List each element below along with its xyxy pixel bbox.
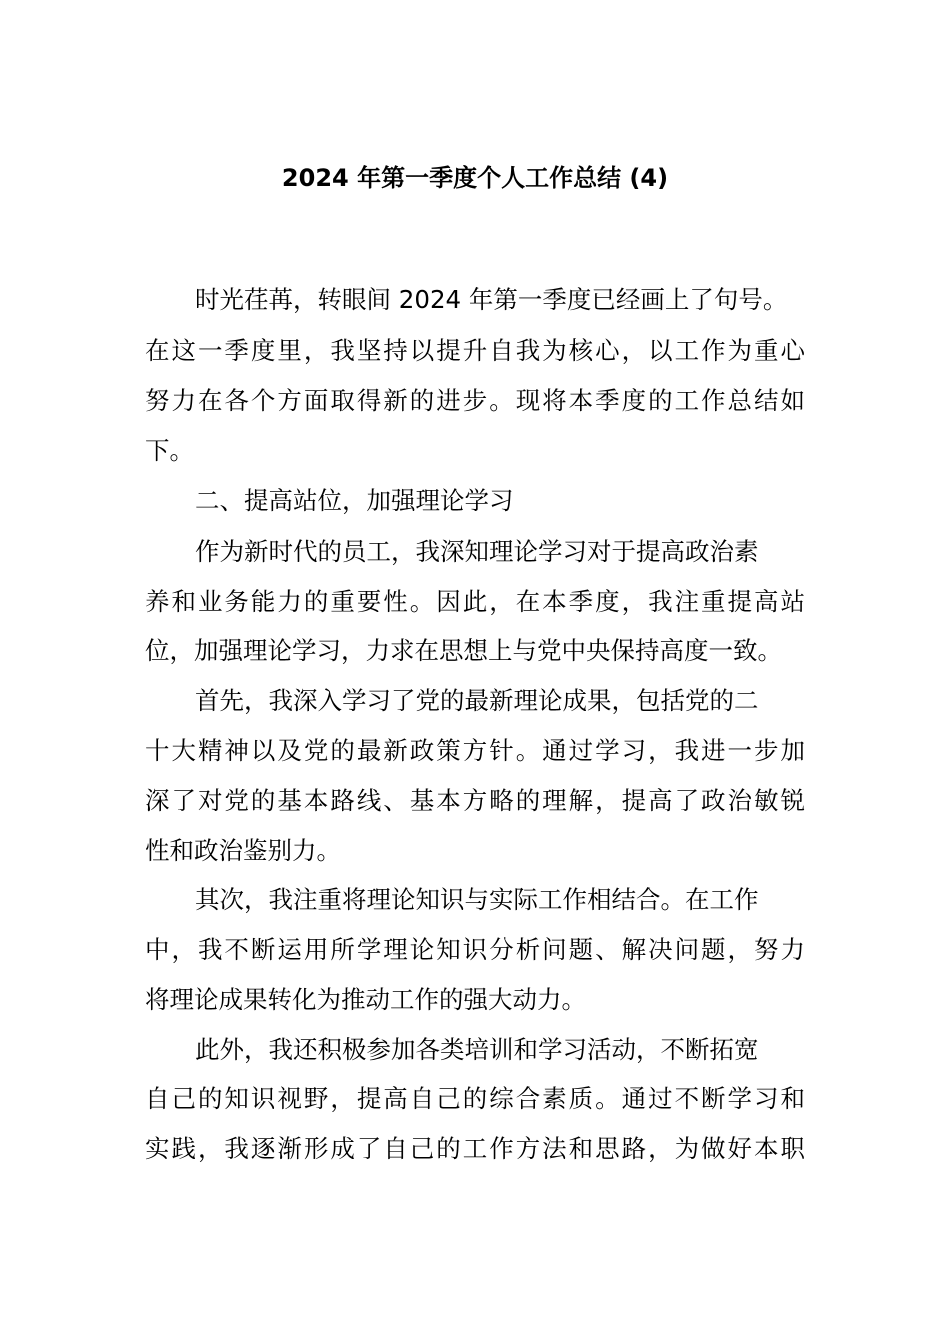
paragraph-line: 深了对党的基本路线、基本方略的理解，提高了政治敏锐 [145,786,805,815]
paragraph-line: 时光荏苒，转眼间 2024 年第一季度已经画上了句号。 [195,285,788,314]
paragraph-line: 下。 [145,436,194,465]
paragraph-line: 养和业务能力的重要性。因此，在本季度，我注重提高站 [145,587,805,616]
paragraph-line: 实践，我逐渐形成了自己的工作方法和思路，为做好本职 [145,1134,805,1163]
paragraph-line: 中，我不断运用所学理论知识分析问题、解决问题，努力 [145,935,805,964]
paragraph-line: 性和政治鉴别力。 [145,836,341,865]
paragraph-line: 作为新时代的员工，我深知理论学习对于提高政治素 [195,537,759,566]
paragraph-line: 将理论成果转化为推动工作的强大动力。 [145,985,586,1014]
section-heading: 二、提高站位，加强理论学习 [195,486,514,515]
document-title: 2024 年第一季度个人工作总结 (4) [281,164,669,192]
paragraph-line: 此外，我还积极参加各类培训和学习活动，不断拓宽 [195,1035,759,1064]
paragraph-line: 首先，我深入学习了党的最新理论成果，包括党的二 [195,686,759,715]
paragraph-line: 自己的知识视野，提高自己的综合素质。通过不断学习和 [145,1084,805,1113]
paragraph-line: 在这一季度里，我坚持以提升自我为核心，以工作为重心 [145,336,805,365]
paragraph-line: 十大精神以及党的最新政策方针。通过学习，我进一步加 [145,736,805,765]
paragraph-line: 努力在各个方面取得新的进步。现将本季度的工作总结如 [145,386,805,415]
paragraph-line: 位，加强理论学习，力求在思想上与党中央保持高度一致。 [145,636,782,665]
paragraph-line: 其次，我注重将理论知识与实际工作相结合。在工作 [195,885,759,914]
